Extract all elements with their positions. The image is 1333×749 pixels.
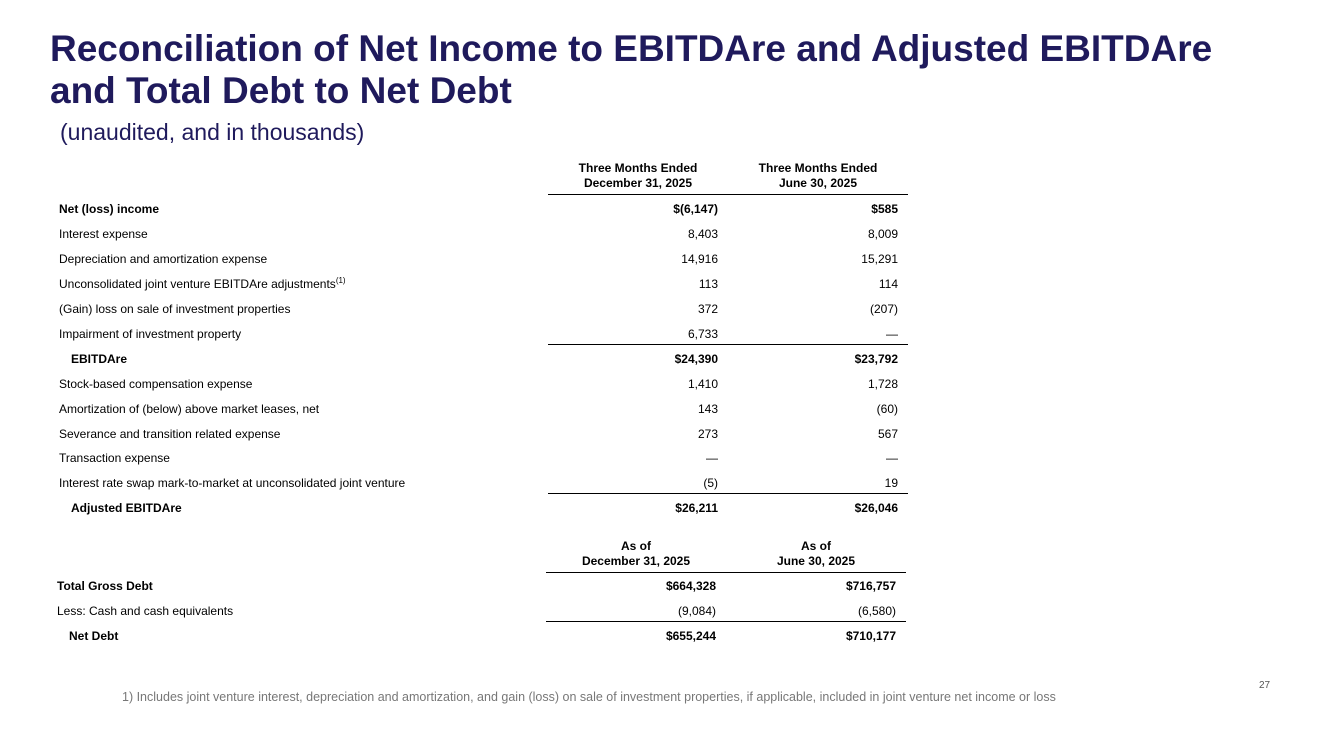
row-value-col2: $26,046 <box>854 501 898 515</box>
table-row <box>0 377 1333 402</box>
row-value-col2: $710,177 <box>845 629 896 643</box>
table-row <box>0 501 1333 526</box>
table-row <box>0 402 1333 427</box>
row-value-col2: $23,792 <box>854 352 898 366</box>
table2-header-col2-line1: As of <box>801 539 831 553</box>
total-rule <box>548 493 908 494</box>
row-value-col1: 14,916 <box>681 252 718 266</box>
table2-header-col1 <box>546 539 726 569</box>
row-label: Severance and transition related expense <box>59 427 281 441</box>
table-row <box>0 476 1333 501</box>
row-value-col1: 372 <box>697 302 718 316</box>
table2-header-col1-line2: December 31, 2025 <box>581 554 691 568</box>
subtotal-rule <box>548 344 908 345</box>
table1-header-col1-line2: December 31, 2025 <box>583 176 693 190</box>
table-row <box>0 252 1333 277</box>
row-label: Stock-based compensation expense <box>59 377 253 391</box>
row-value-col2: 1,728 <box>867 377 898 391</box>
table-row <box>0 277 1333 302</box>
row-label: Less: Cash and cash equivalents <box>57 604 234 618</box>
row-value-col2: 8,009 <box>867 227 898 241</box>
row-label: EBITDAre <box>71 352 128 366</box>
footnote-marker: (1) <box>335 276 346 285</box>
row-label: Net (loss) income <box>59 202 160 216</box>
row-value-col2: 15,291 <box>861 252 898 266</box>
row-value-col2: 567 <box>877 427 898 441</box>
table-row <box>0 451 1333 476</box>
row-value-col1: $655,244 <box>665 629 716 643</box>
row-label: Interest expense <box>59 227 148 241</box>
table1-header-col1 <box>548 161 728 191</box>
row-value-col1: $24,390 <box>674 352 718 366</box>
row-label: Total Gross Debt <box>57 579 153 593</box>
row-value-col1: (5) <box>703 476 718 490</box>
row-label: (Gain) loss on sale of investment properties <box>59 302 291 316</box>
page-number: 27 <box>1259 680 1271 691</box>
row-label: Impairment of investment property <box>59 327 242 341</box>
footnote: 1) Includes joint venture interest, depreciation and amortization, and gain (loss) on sale of investment properties, if applicable, included in joint venture net income or loss <box>122 690 1056 704</box>
row-value-col2: — <box>886 327 898 341</box>
row-value-col2: $585 <box>871 202 898 216</box>
table-row <box>0 629 1333 654</box>
table1-header-col2-line1: Three Months Ended <box>758 161 878 175</box>
row-value-col2: (6,580) <box>857 604 896 618</box>
table2-header-rule <box>546 572 906 573</box>
row-value-col1: 143 <box>697 402 718 416</box>
row-value-col1: 273 <box>697 427 718 441</box>
row-value-col1: 8,403 <box>687 227 718 241</box>
table-row <box>0 604 1333 629</box>
row-value-col1: (9,084) <box>677 604 716 618</box>
row-value-col2: — <box>886 451 898 465</box>
net-debt-rule <box>546 621 906 622</box>
row-value-col1: $664,328 <box>665 579 716 593</box>
table-row <box>0 302 1333 327</box>
row-label: Adjusted EBITDAre <box>71 501 182 515</box>
table-row <box>0 579 1333 604</box>
table-row <box>0 427 1333 452</box>
table1-header-col1-line1: Three Months Ended <box>578 161 698 175</box>
table1-header-col2 <box>728 161 908 191</box>
row-value-col1: 1,410 <box>687 377 718 391</box>
row-label: Depreciation and amortization expense <box>59 252 268 266</box>
row-label-text: Unconsolidated joint venture EBITDAre adjustments <box>59 277 336 291</box>
row-value-col2: (207) <box>869 302 898 316</box>
row-label <box>59 277 346 291</box>
page-title-line-1: Reconciliation of Net Income to EBITDAre and Adjusted EBITDAre <box>50 28 1213 69</box>
page-title <box>50 28 1310 112</box>
row-value-col1: 113 <box>698 277 718 291</box>
row-label: Interest rate swap mark-to-market at unconsolidated joint venture <box>59 476 406 490</box>
page-subtitle: (unaudited, and in thousands) <box>60 119 365 145</box>
row-value-col2: 114 <box>878 277 898 291</box>
row-value-col2: $716,757 <box>845 579 896 593</box>
table-row <box>0 327 1333 352</box>
table2-header-col2 <box>726 539 906 569</box>
row-value-col1: — <box>706 451 718 465</box>
row-value-col2: 19 <box>884 476 898 490</box>
row-label: Net Debt <box>69 629 119 643</box>
row-value-col1: $(6,147) <box>673 202 718 216</box>
table-row <box>0 352 1333 377</box>
table1-header-rule <box>548 194 908 195</box>
row-value-col2: (60) <box>876 402 898 416</box>
row-value-col1: 6,733 <box>687 327 718 341</box>
row-value-col1: $26,211 <box>675 501 718 515</box>
table-row <box>0 202 1333 227</box>
table2-header-col2-line2: June 30, 2025 <box>776 554 856 568</box>
row-label: Transaction expense <box>59 451 170 465</box>
table-row <box>0 227 1333 252</box>
table1-header-col2-line2: June 30, 2025 <box>778 176 858 190</box>
table2-header-col1-line1: As of <box>621 539 651 553</box>
row-label: Amortization of (below) above market leases, net <box>59 402 320 416</box>
page-title-line-2: and Total Debt to Net Debt <box>50 70 512 111</box>
